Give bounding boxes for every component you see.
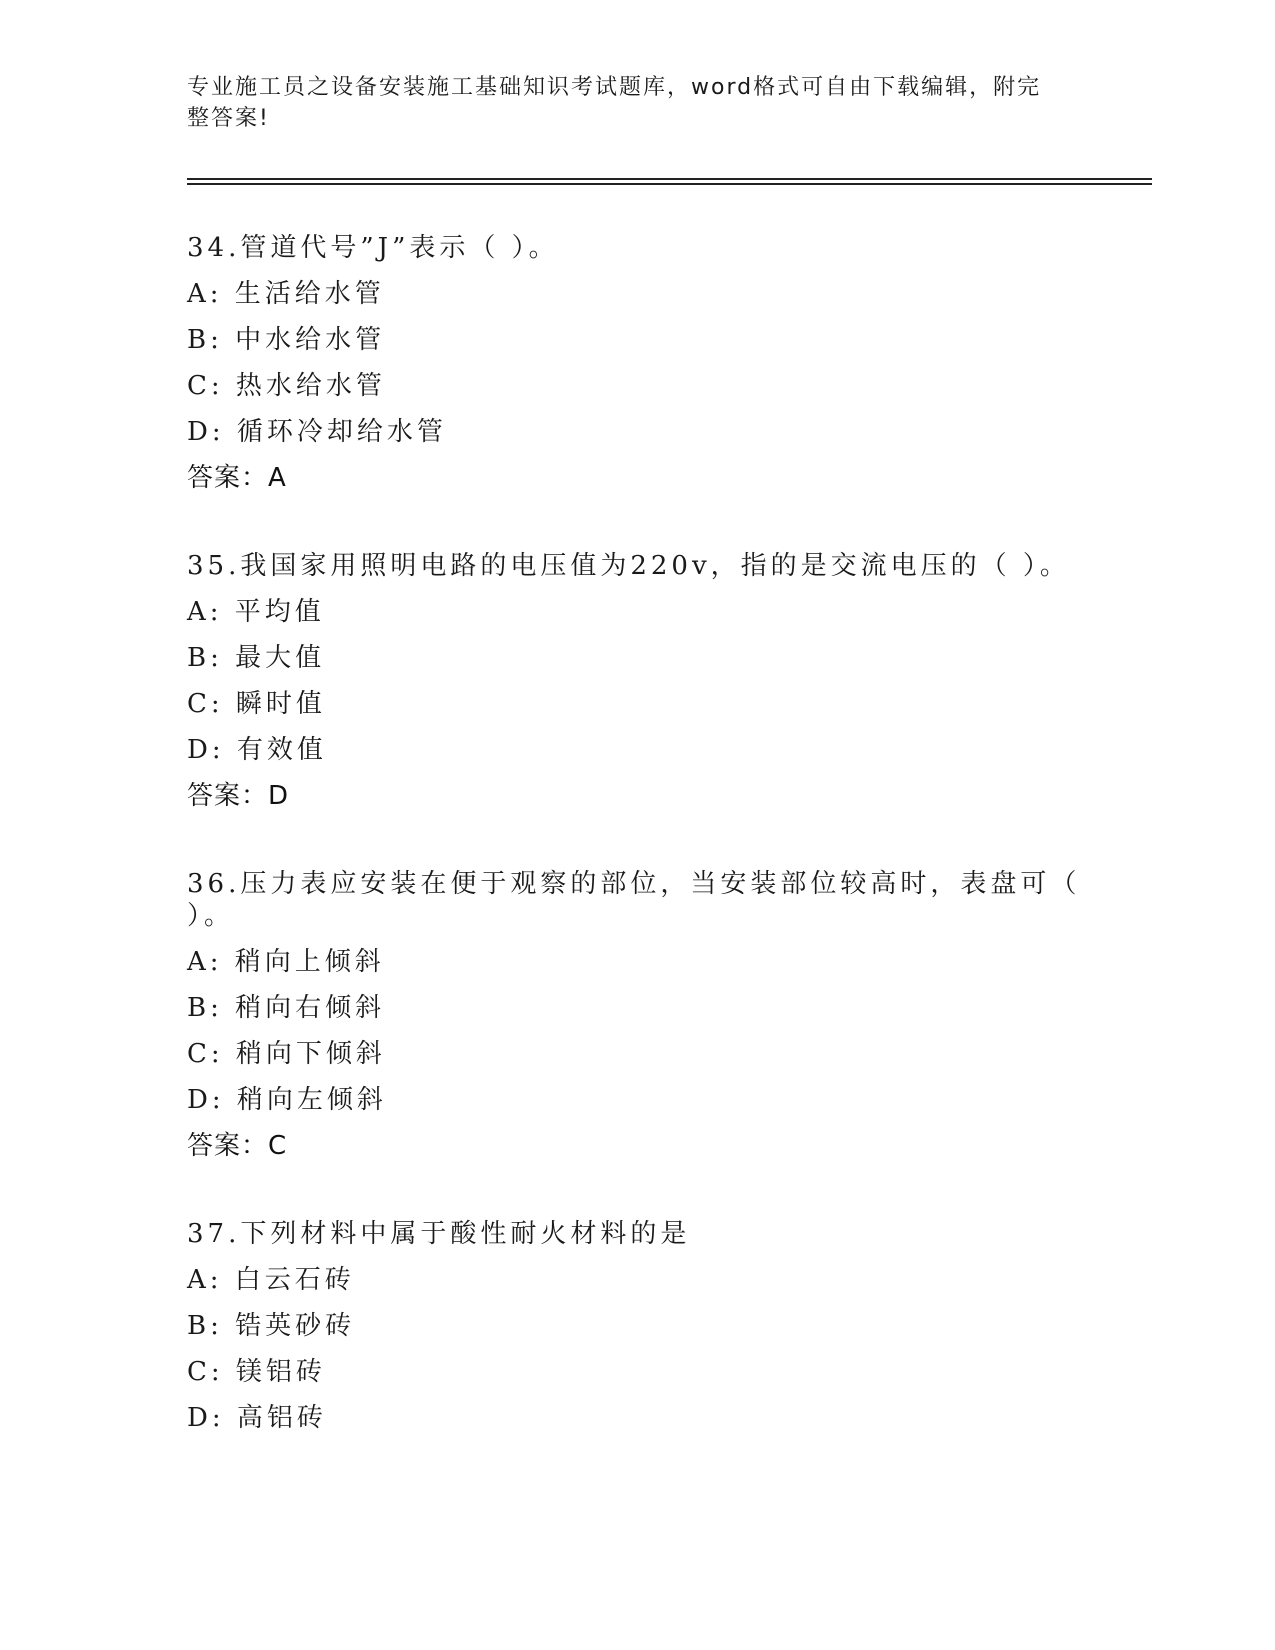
option-b: B: 稍向右倾斜	[187, 993, 386, 1023]
option-c: C: 稍向下倾斜	[187, 1039, 386, 1069]
question-stem: 35.我国家用照明电路的电压值为220v，指的是交流电压的（ ）。	[187, 551, 1070, 581]
option-d: D: 高铝砖	[187, 1403, 327, 1433]
header-divider-top	[187, 178, 1152, 180]
answer-line: 答案：A	[187, 463, 287, 493]
option-b: B: 锆英砂砖	[187, 1311, 356, 1341]
header-divider-bottom	[187, 183, 1152, 185]
question-list	[187, 232, 1087, 1490]
answer-line: 答案：C	[187, 1131, 288, 1161]
answer-line: 答案：D	[187, 781, 290, 811]
option-b: B: 最大值	[187, 643, 326, 673]
option-d: D: 有效值	[187, 735, 327, 765]
option-a: A: 平均值	[187, 597, 325, 627]
header-line-1: 专业施工员之设备安装施工基础知识考试题库，word格式可自由下载编辑，附完	[187, 75, 1042, 100]
option-c: C: 瞬时值	[187, 689, 326, 719]
option-a: A: 生活给水管	[187, 279, 385, 309]
document-header	[187, 72, 1067, 134]
option-d: D: 循环冷却给水管	[187, 417, 447, 447]
question-34	[187, 232, 1087, 494]
option-c: C: 热水给水管	[187, 371, 386, 401]
option-d: D: 稍向左倾斜	[187, 1085, 387, 1115]
question-37	[187, 1218, 1087, 1434]
question-stem: 34.管道代号”J”表示（ ）。	[187, 233, 559, 263]
header-line-2: 整答案!	[187, 106, 270, 131]
question-stem: 36.压力表应安装在便于观察的部位，当安装部位较高时，表盘可（ ）。	[187, 869, 1081, 931]
question-35	[187, 550, 1087, 812]
option-a: A: 白云石砖	[187, 1265, 355, 1295]
option-c: C: 镁铝砖	[187, 1357, 326, 1387]
question-36	[187, 868, 1087, 1162]
question-stem: 37.下列材料中属于酸性耐火材料的是	[187, 1219, 691, 1249]
option-b: B: 中水给水管	[187, 325, 386, 355]
option-a: A: 稍向上倾斜	[187, 947, 385, 977]
